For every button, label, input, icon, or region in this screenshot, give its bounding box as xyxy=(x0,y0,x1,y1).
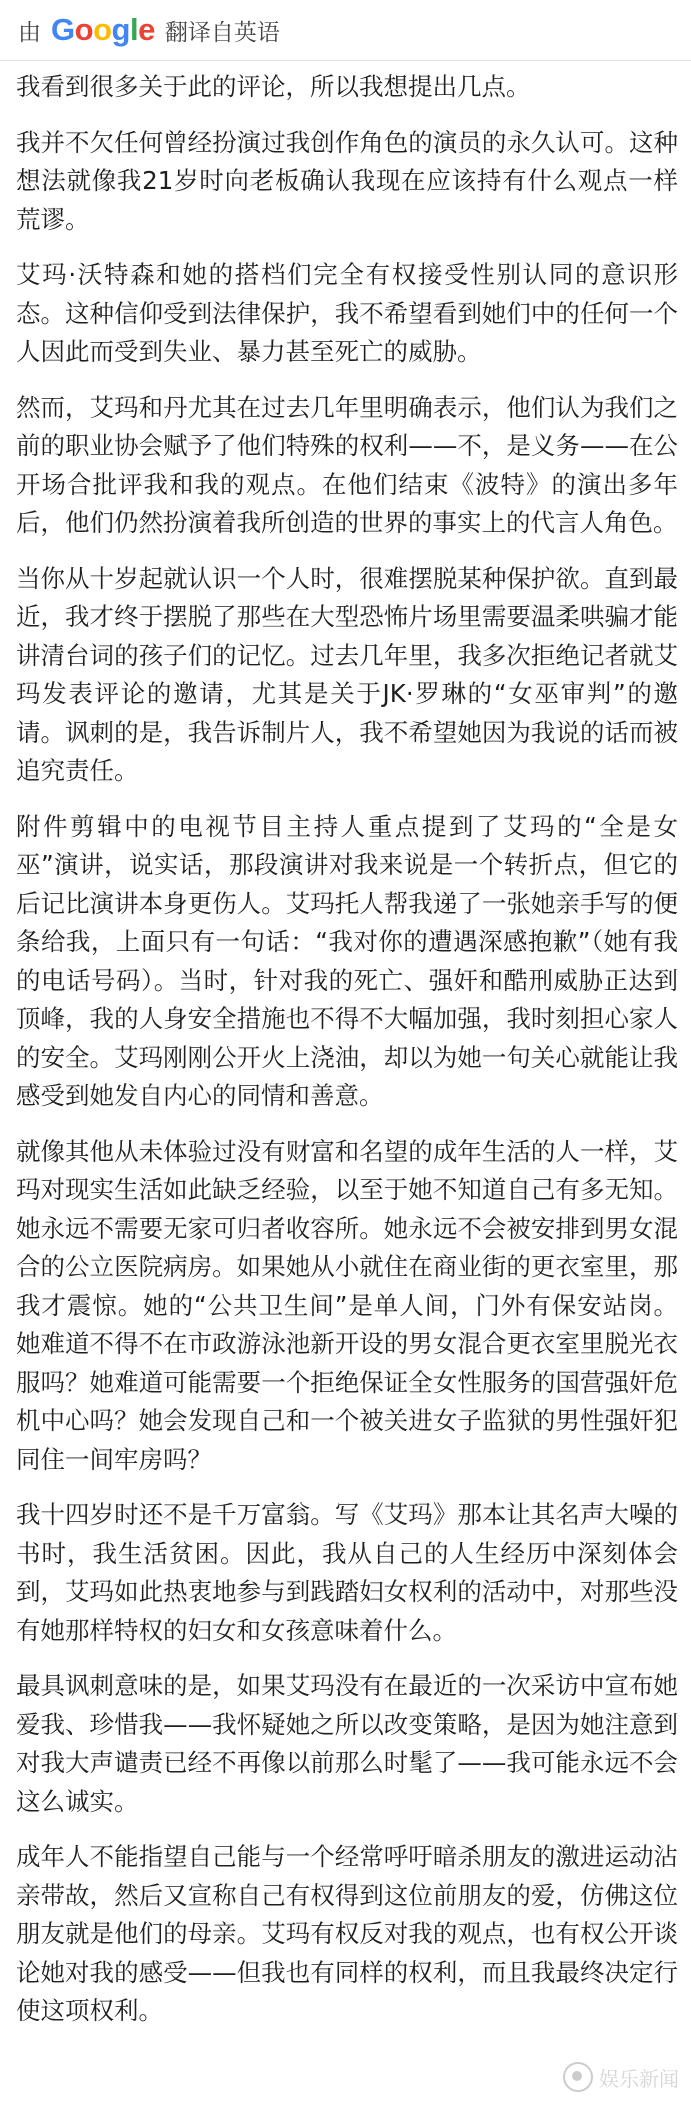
paragraph: 最具讽刺意味的是，如果艾玛没有在最近的一次采访中宣布她爱我、珍惜我——我怀疑她之所以改变策略，是因为她注意到对我大声谴责已经不再像以前那么时髦了——我可能永远不会这么诚实。 xyxy=(16,1671,678,1816)
weibo-icon xyxy=(563,2062,593,2092)
logo-letter: o xyxy=(74,12,94,47)
paragraph: 成年人不能指望自己能与一个经常呼吁暗杀朋友的激进运动沾亲带故，然后又宣称自己有权得到这位前朋友的爱，仿佛这位朋友就是他们的母亲。艾玛有权反对我的观点，也有权公开谈论她对我的感受——但我也有同样的权利，而且我最终决定行使这项权利。 xyxy=(16,1842,678,2025)
header-divider xyxy=(0,60,691,61)
paragraph: 我看到很多关于此的评论，所以我想提出几点。 xyxy=(16,72,531,101)
translated-from-label: 翻译自英语 xyxy=(164,19,280,46)
paragraph: 就像其他从未体验过没有财富和名望的成年生活的人一样，艾玛对现实生活如此缺乏经验，以至于她不知道自己有多无知。她永远不需要无家可归者收容所。她永远不会被安排到男女混合的公立医院病房。如果她从小就住在商业街的更衣室里，那我才震惊。她的“公共卫生间”是单人间，门外有保安站岗。她难道不得不在市政游泳池新开设的男女混合更衣室里脱光衣服吗？她难道可能需要一个拒绝保证全女性服务的国营强奸危机中心吗？她会发现自己和一个被关进女子监狱的男性强奸犯同住一间牢房吗？ xyxy=(16,1136,678,1474)
paragraph: 当你从十岁起就认识一个人时，很难摆脱某种保护欲。直到最近，我才终于摆脱了那些在大型恐怖片场里需要温柔哄骗才能讲清台词的孩子们的记忆。过去几年里，我多次拒绝记者就艾玛发表评论的邀请，尤其是关于JK·罗琳的“女巫审判”的邀请。讽刺的是，我告诉制片人，我不希望她因为我说的话而被追究责任。 xyxy=(16,563,678,785)
watermark xyxy=(563,2062,679,2092)
watermark-text: 娱乐新闻 xyxy=(599,2066,679,2091)
translated-by-label: 由 xyxy=(18,19,41,46)
paragraph: 我十四岁时还不是千万富翁。写《艾玛》那本让其名声大噪的书时，我生活贫困。因此，我从自己的人生经历中深刻体会到，艾玛如此热衷地参与到践踏妇女权利的活动中，对那些没有她那样特权的妇女和女孩意味着什么。 xyxy=(16,1500,678,1645)
paragraph: 艾玛·沃特森和她的搭档们完全有权接受性别认同的意识形态。这种信仰受到法律保护，我不希望看到她们中的任何一个人因此而受到失业、暴力甚至死亡的威胁。 xyxy=(16,260,678,366)
logo-letter: l xyxy=(129,12,139,47)
logo-letter: o xyxy=(93,12,112,47)
translate-header xyxy=(0,0,691,60)
paragraph: 我并不欠任何曾经扮演过我创作角色的演员的永久认可。这种想法就像我21岁时向老板确认我现在应该持有什么观点一样荒谬。 xyxy=(16,127,678,234)
paragraph: 附件剪辑中的电视节目主持人重点提到了艾玛的“全是女巫”演讲，说实话，那段演讲对我来说是一个转折点，但它的后记比演讲本身更伤人。艾玛托人帮我递了一张她亲手写的便条给我，上面只有一句话：“我对你的遭遇深感抱歉”（她有我的电话号码）。当时，针对我的死亡、强奸和酷刑威胁正达到顶峰，我的人身安全措施也不得不大幅加强，我时刻担心家人的安全。艾玛刚刚公开火上浇油，却以为她一句关心就能让我感受到她发自内心的同情和善意。 xyxy=(16,811,678,1110)
google-logo xyxy=(51,12,155,48)
logo-letter: g xyxy=(111,12,130,47)
paragraph: 然而，艾玛和丹尤其在过去几年里明确表示，他们认为我们之前的职业协会赋予了他们特殊的权利——不，是义务——在公开场合批评我和我的观点。在他们结束《波特》的演出多年后，他们仍然扮演着我所创造的世界的事实上的代言人角色。 xyxy=(16,392,678,537)
logo-letter: e xyxy=(138,12,155,47)
logo-letter: G xyxy=(51,12,75,47)
post-body xyxy=(16,68,678,2048)
